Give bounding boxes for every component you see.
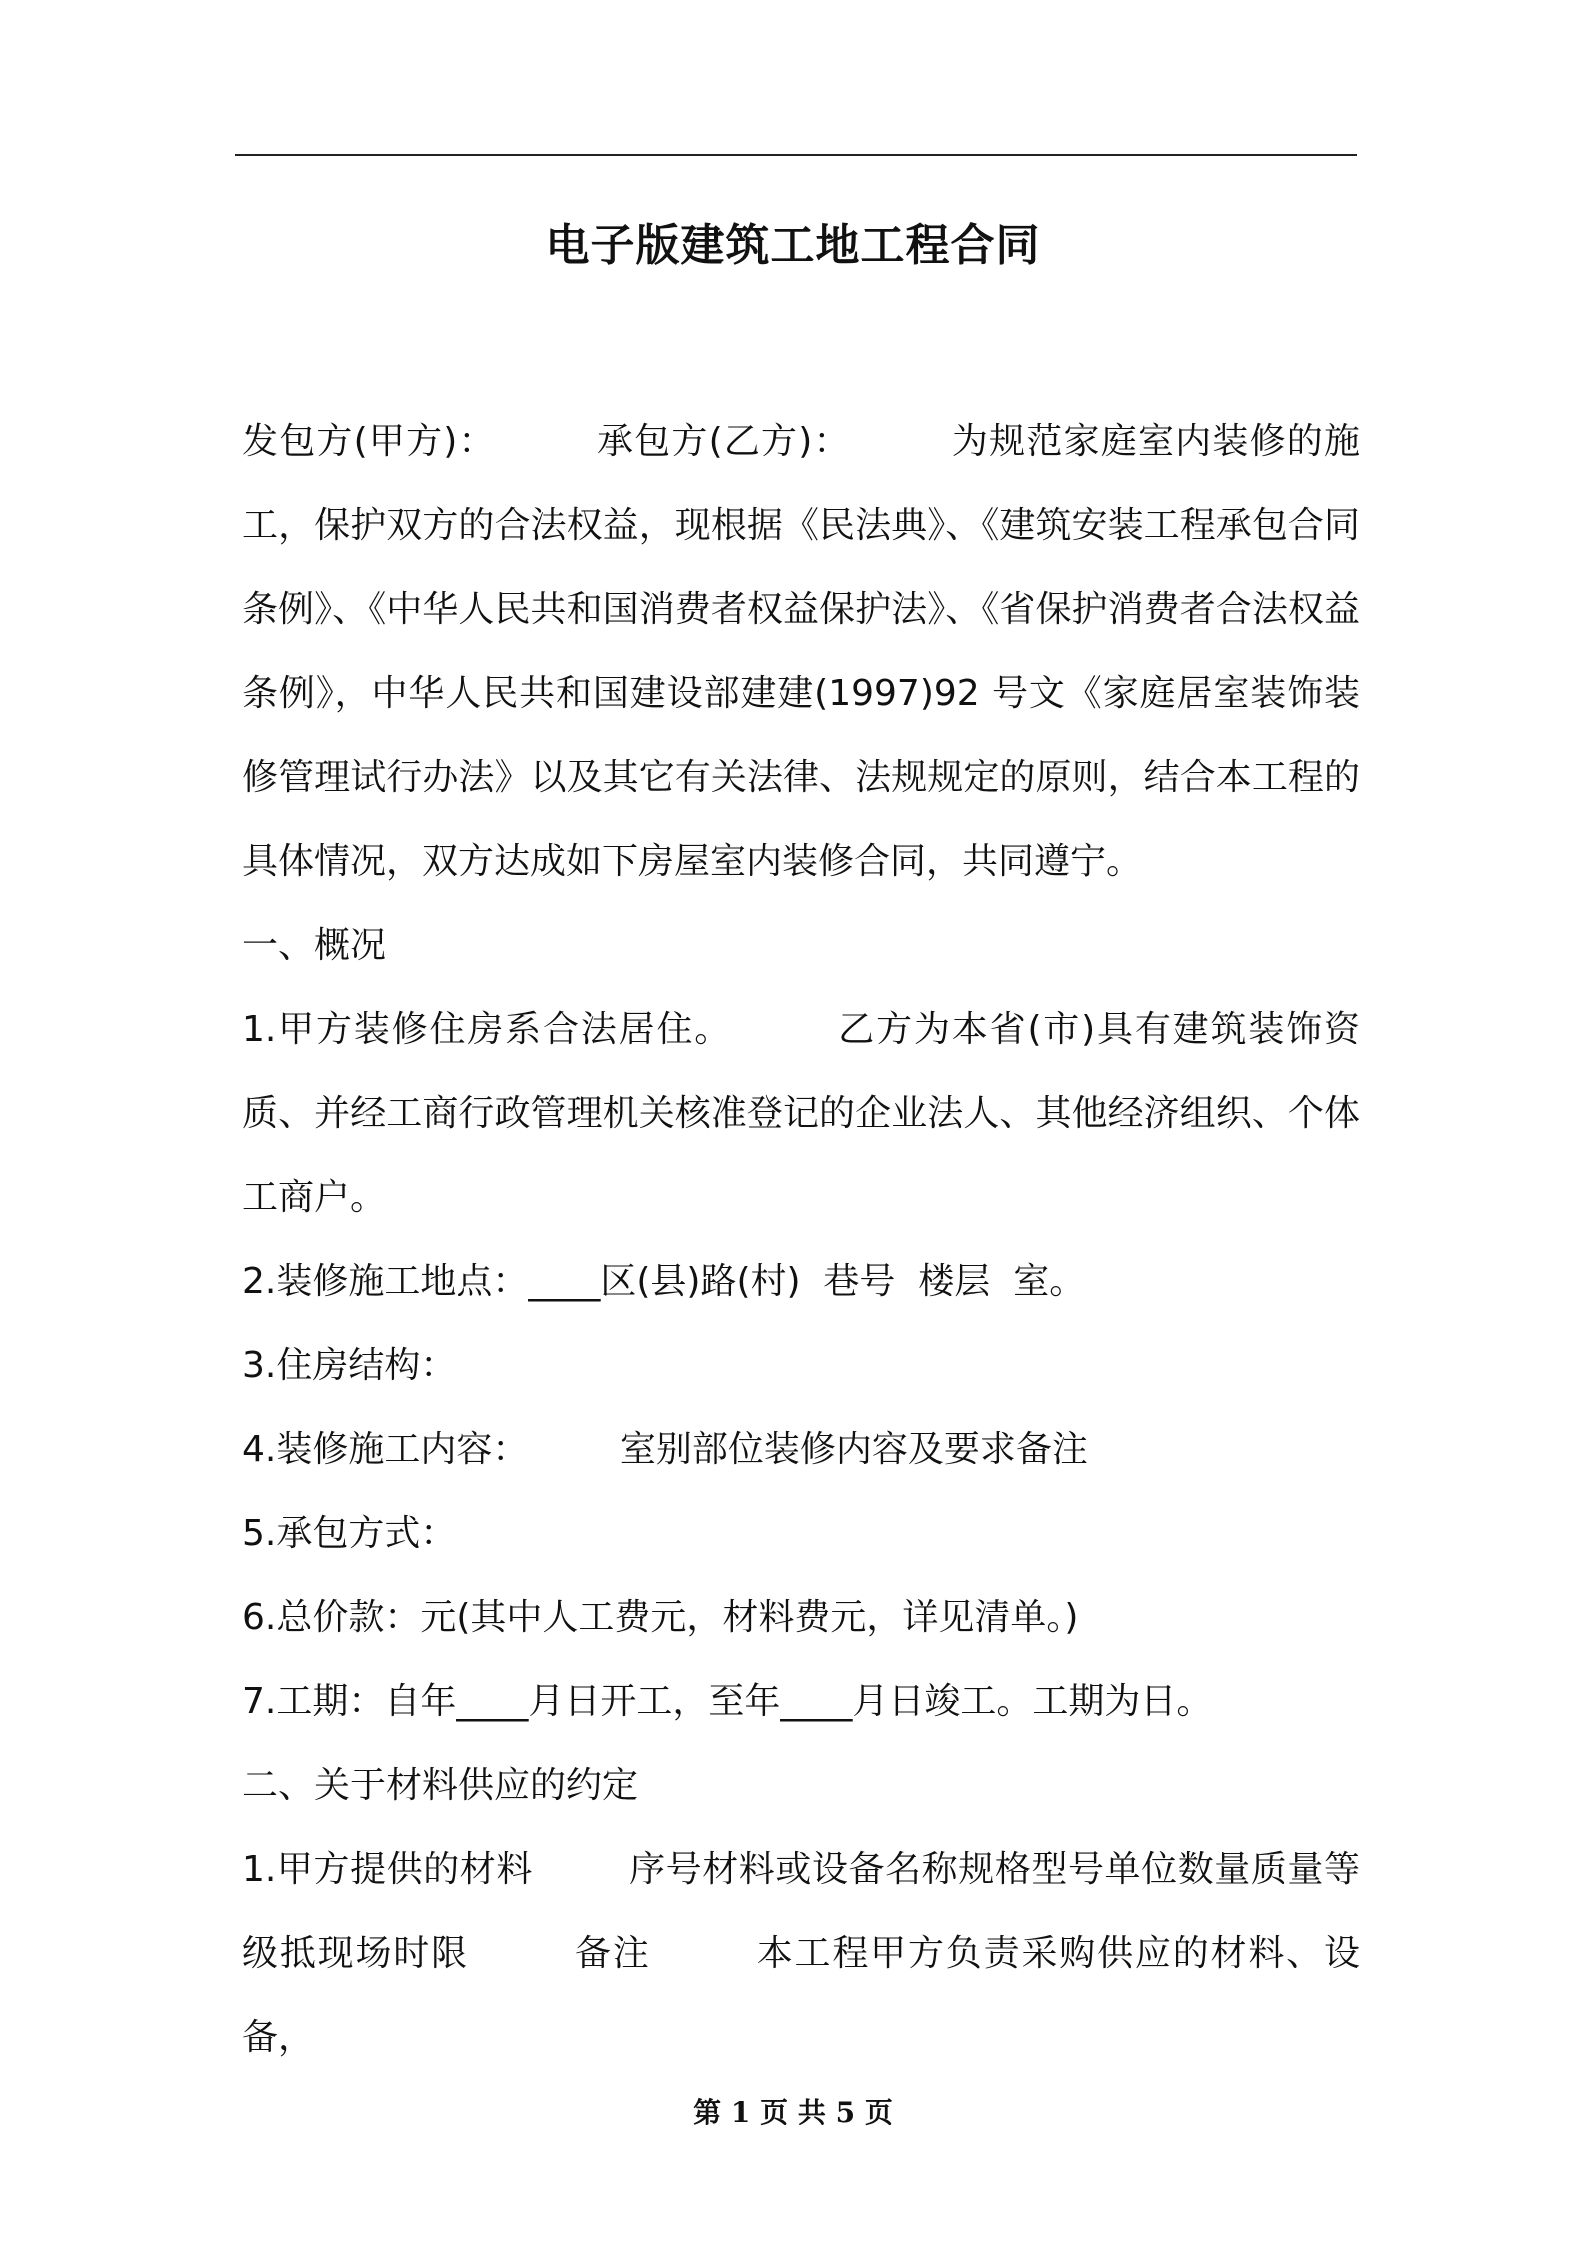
paragraph-preamble: 发包方(甲方)： 承包方(乙方)： 为规范家庭室内装修的施工，保护双方的合法权益，现根据《民法典》、《建筑安装工程承包合同条例》、《中华人民共和国消费者权益保护法》、《省保护消费者合法权益条例》，中华人民共和国建设部建建(1997)92 号文《家庭居室装饰装修管理试行办法》以及其它有关法律、法规规定的原则，结合本工程的具体情况，双方达成如下房屋室内装修合同，共同遵宁。 — [242, 421, 1360, 882]
section-heading-materials: 二、关于材料供应的约定 — [242, 1765, 639, 1806]
clause-7-schedule: 7.工期：自年____月日开工，至年____月日竣工。工期为日。 — [242, 1681, 1213, 1722]
section-heading-overview: 一、概况 — [242, 925, 387, 966]
clause-4-content: 4.装修施工内容： 室别部位装修内容及要求备注 — [242, 1429, 1088, 1470]
clause-1-residence: 1.甲方装修住房系合法居住。 乙方为本省(市)具有建筑装饰资质、并经工商行政管理机关核准登记的企业法人、其他经济组织、个体工商户。 — [242, 1009, 1360, 1218]
document-title: 电子版建筑工地工程合同 — [545, 220, 1041, 271]
document-body — [242, 400, 1360, 2080]
clause-6-total-price: 6.总价款：元(其中人工费元，材料费元，详见清单。) — [242, 1597, 1079, 1638]
page-number-footer: 第 1 页 共 5 页 — [693, 2096, 893, 2129]
header-rule — [235, 154, 1357, 156]
clause-5-contract-method: 5.承包方式： — [242, 1513, 457, 1554]
clause-2-location: 2.装修施工地点：____区(县)路(村) 巷号 楼层 室。 — [242, 1261, 1086, 1302]
clause-3-structure: 3.住房结构： — [242, 1345, 457, 1386]
clause-materials-1: 1.甲方提供的材料 序号材料或设备名称规格型号单位数量质量等级抵现场时限 备注 本工程甲方负责采购供应的材料、设备， — [242, 1849, 1360, 2058]
